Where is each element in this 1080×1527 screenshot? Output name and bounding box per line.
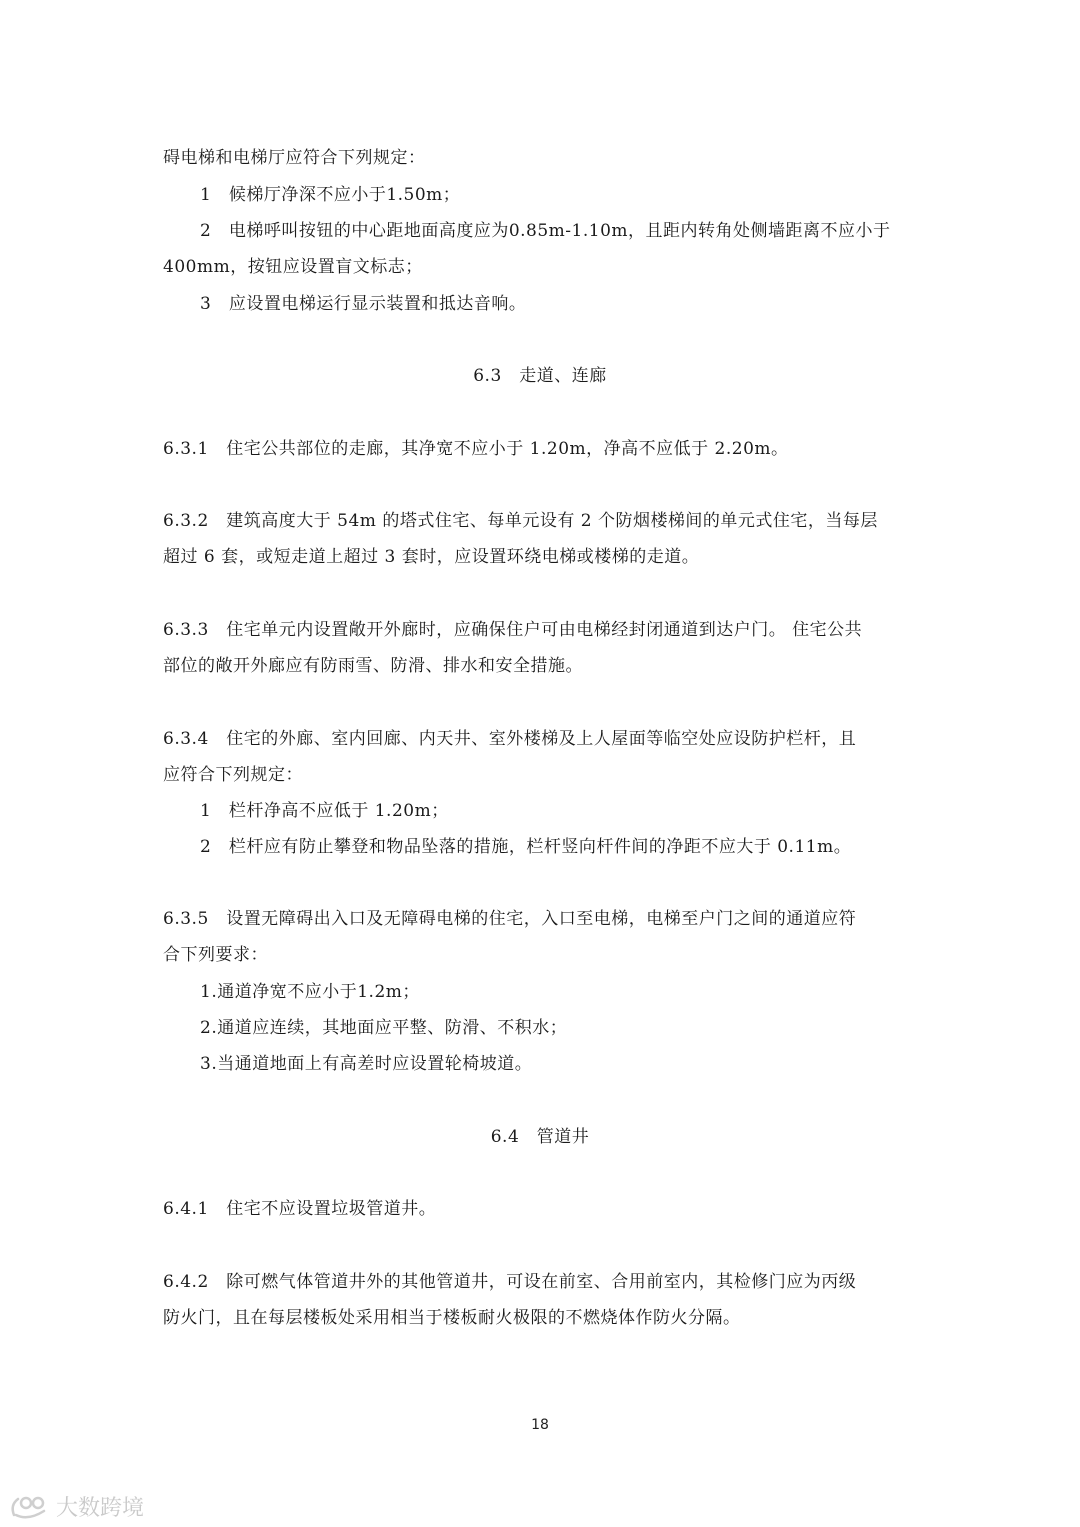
text-line: 合下列要求： bbox=[163, 945, 268, 965]
text-line: 6.3.1 住宅公共部位的走廊，其净宽不应小于 1.20m，净高不应低于 2.20m。 bbox=[163, 439, 789, 459]
page-number: 18 bbox=[531, 1417, 549, 1433]
text-line: 超过 6 套，或短走道上超过 3 套时，应设置环绕电梯或楼梯的走道。 bbox=[163, 547, 700, 567]
text-line: 碍电梯和电梯厅应符合下列规定： bbox=[163, 148, 426, 168]
text-line: 6.3.5 设置无障碍出入口及无障碍电梯的住宅，入口至电梯，电梯至户门之间的通道应符 bbox=[163, 909, 857, 929]
text-line: 2 栏杆应有防止攀登和物品坠落的措施，栏杆竖向杆件间的净距不应大于 0.11m。 bbox=[200, 837, 852, 857]
section-heading: 6.3 走道、连廊 bbox=[473, 366, 607, 386]
text-line: 400mm，按钮应设置盲文标志； bbox=[163, 257, 423, 277]
text-line: 部位的敞开外廊应有防雨雪、防滑、排水和安全措施。 bbox=[163, 656, 583, 676]
text-line: 应符合下列规定： bbox=[163, 765, 303, 785]
text-line: 1.通道净宽不应小于1.2m； bbox=[200, 982, 420, 1002]
watermark-text: 大数跨境 bbox=[56, 1495, 145, 1521]
text-line: 6.3.2 建筑高度大于 54m 的塔式住宅、每单元设有 2 个防烟楼梯间的单元式住宅，当每层 bbox=[163, 511, 878, 531]
text-line: 2 电梯呼叫按钮的中心距地面高度应为0.85m-1.10m，且距内转角处侧墙距离不应小于 bbox=[200, 221, 891, 241]
text-line: 3 应设置电梯运行显示装置和抵达音响。 bbox=[200, 294, 527, 314]
text-line: 2.通道应连续，其地面应平整、防滑、不积水； bbox=[200, 1018, 568, 1038]
text-line: 6.3.4 住宅的外廊、室内回廊、内天井、室外楼梯及上人屋面等临空处应设防护栏杆，且 bbox=[163, 729, 857, 749]
text-line: 6.3.3 住宅单元内设置敞开外廊时，应确保住户可由电梯经封闭通道到达户门。 住宅公共 bbox=[163, 620, 863, 640]
text-line: 6.4.1 住宅不应设置垃圾管道井。 bbox=[163, 1199, 437, 1219]
watermark-logo-icon bbox=[8, 1491, 52, 1521]
watermark bbox=[8, 1488, 144, 1524]
section-heading: 6.4 管道井 bbox=[490, 1127, 590, 1147]
text-line: 6.4.2 除可燃气体管道井外的其他管道井，可设在前室、合用前室内，其检修门应为丙级 bbox=[163, 1272, 857, 1292]
text-line: 防火门，且在每层楼板处采用相当于楼板耐火极限的不燃烧体作防火分隔。 bbox=[163, 1308, 741, 1328]
text-line: 1 候梯厅净深不应小于1.50m； bbox=[200, 185, 461, 205]
text-line: 1 栏杆净高不应低于 1.20m； bbox=[200, 801, 449, 821]
text-line: 3.当通道地面上有高差时应设置轮椅坡道。 bbox=[200, 1054, 533, 1074]
